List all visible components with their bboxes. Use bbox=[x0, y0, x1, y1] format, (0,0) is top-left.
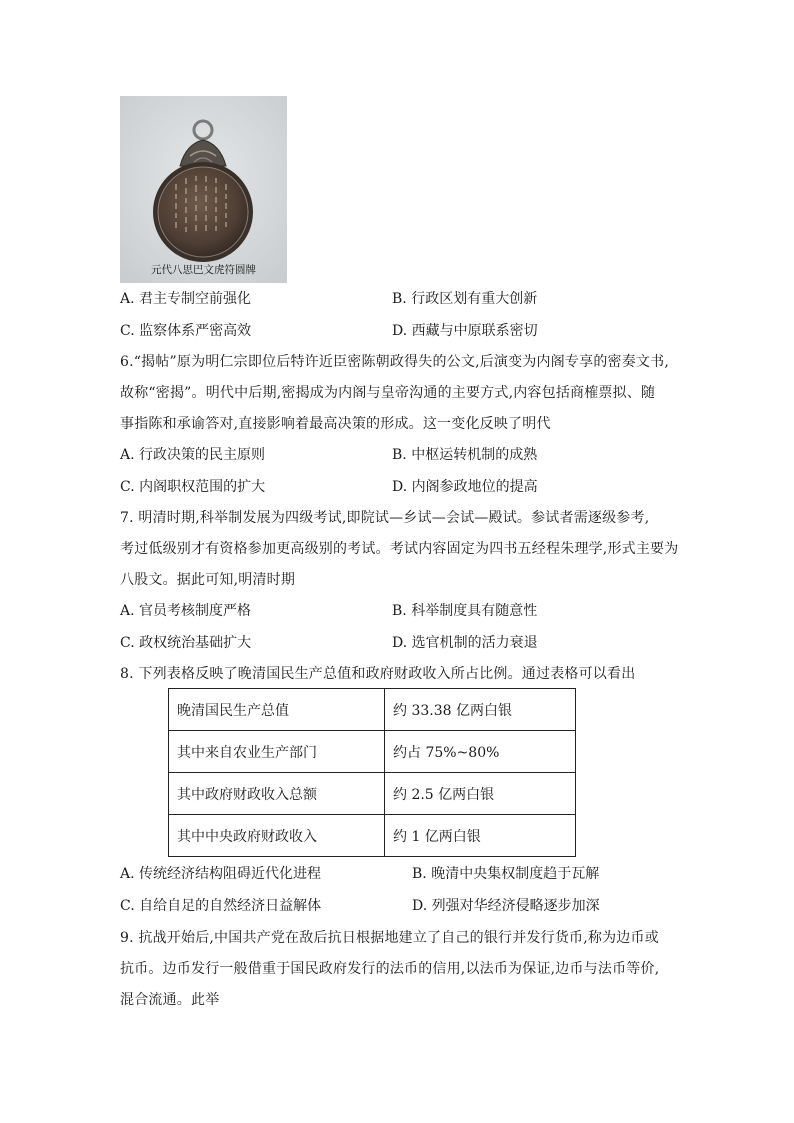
table-row bbox=[169, 689, 576, 731]
table-cell: 晚清国民生产总值 bbox=[169, 689, 385, 731]
q6-option-c[interactable]: C. 内阁职权范围的扩大 bbox=[120, 479, 266, 495]
q5-option-d[interactable]: D. 西藏与中原联系密切 bbox=[392, 323, 538, 339]
q5-option-a[interactable]: A. 君主专制空前强化 bbox=[120, 291, 252, 307]
q8-option-d[interactable]: D. 列强对华经济侵略逐步加深 bbox=[412, 898, 600, 914]
q7-stem-line-2: 考过低级别才有资格参加更高级别的考试。考试内容固定为四书五经程朱理学,形式主要为 bbox=[120, 541, 679, 557]
table-cell: 约 33.38 亿两白银 bbox=[385, 689, 576, 731]
medallion-illustration bbox=[120, 96, 287, 283]
table-cell: 其中来自农业生产部门 bbox=[169, 731, 385, 773]
q6-option-a[interactable]: A. 行政决策的民主原则 bbox=[120, 447, 266, 463]
q7-option-d[interactable]: D. 选官机制的活力衰退 bbox=[392, 635, 538, 651]
q9-stem-line-1: 9. 抗战开始后,中国共产党在敌后抗日根据地建立了自己的银行并发行货币,称为边币或 bbox=[120, 930, 659, 946]
q6-stem-line-3: 事指陈和承谕答对,直接影响着最高决策的形成。这一变化反映了明代 bbox=[120, 416, 551, 432]
tiger-tally-medallion-photo bbox=[120, 96, 287, 283]
q7-stem-line-1: 7. 明清时期,科举制发展为四级考试,即院试—乡试—会试—殿试。参试者需逐级参考, bbox=[120, 510, 650, 526]
q9-stem-line-3: 混合流通。此举 bbox=[120, 992, 220, 1008]
q5-option-b[interactable]: B. 行政区划有重大创新 bbox=[392, 291, 538, 307]
q8-option-c[interactable]: C. 自给自足的自然经济日益解体 bbox=[120, 898, 322, 914]
table-cell: 其中政府财政收入总额 bbox=[169, 773, 385, 815]
q6-option-d[interactable]: D. 内阁参政地位的提高 bbox=[392, 479, 538, 495]
q7-stem-line-3: 八股文。据此可知,明清时期 bbox=[120, 572, 296, 588]
table-cell: 约 1 亿两白银 bbox=[385, 815, 576, 857]
q8-option-a[interactable]: A. 传统经济结构阻碍近代化进程 bbox=[120, 866, 322, 882]
q6-stem-line-2: 故称“密揭”。明代中后期,密揭成为内阁与皇帝沟通的主要方式,内容包括商榷票拟、随 bbox=[120, 385, 656, 401]
table-row bbox=[169, 731, 576, 773]
q5-option-c[interactable]: C. 监察体系严密高效 bbox=[120, 323, 252, 339]
q6-stem-line-1: 6.“揭帖”原为明仁宗即位后特许近臣密陈朝政得失的公文,后演变为内阁专享的密奏文书, bbox=[120, 354, 669, 370]
table-cell: 约 2.5 亿两白银 bbox=[385, 773, 576, 815]
table-cell: 约占 75%~80% bbox=[385, 731, 576, 773]
q6-option-b[interactable]: B. 中枢运转机制的成熟 bbox=[392, 447, 538, 463]
q7-option-c[interactable]: C. 政权统治基础扩大 bbox=[120, 635, 252, 651]
q9-stem-line-2: 抗币。边币发行一般借重于国民政府发行的法币的信用,以法币为保证,边币与法币等价, bbox=[120, 961, 660, 977]
table-row bbox=[169, 815, 576, 857]
gnp-revenue-table bbox=[168, 688, 576, 857]
q7-option-a[interactable]: A. 官员考核制度严格 bbox=[120, 603, 252, 619]
q7-option-b[interactable]: B. 科举制度具有随意性 bbox=[392, 603, 538, 619]
table-row bbox=[169, 773, 576, 815]
table-cell: 其中中央政府财政收入 bbox=[169, 815, 385, 857]
q8-stem: 8. 下列表格反映了晚清国民生产总值和政府财政收入所占比例。通过表格可以看出 bbox=[120, 666, 636, 682]
figure-caption: 元代八思巴文虎符圆牌 bbox=[151, 264, 256, 276]
q8-option-b[interactable]: B. 晚清中央集权制度趋于瓦解 bbox=[412, 866, 600, 882]
